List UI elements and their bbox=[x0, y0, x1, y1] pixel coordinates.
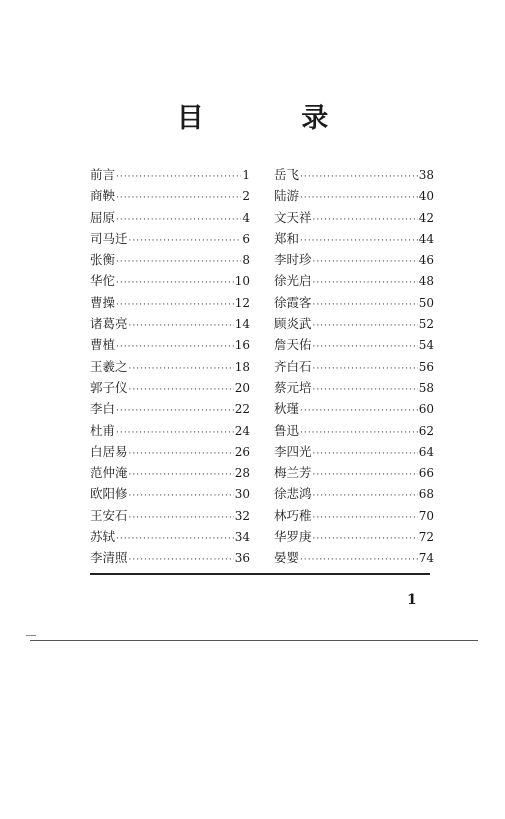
toc-entry-page: 6 bbox=[242, 231, 250, 246]
scan-mark bbox=[26, 635, 36, 636]
toc-entry bbox=[90, 228, 250, 249]
toc-entry-title: 岳飞 bbox=[274, 167, 300, 182]
leader-dots bbox=[129, 444, 234, 465]
toc-entry-title: 王安石 bbox=[90, 507, 128, 523]
toc-entry-page: 62 bbox=[418, 423, 434, 438]
toc-entry-page: 18 bbox=[234, 359, 250, 374]
toc-entry-page: 14 bbox=[234, 317, 250, 332]
toc-entry-title: 齐白石 bbox=[274, 358, 312, 374]
toc-entry-page: 64 bbox=[418, 444, 434, 459]
leader-dots bbox=[313, 486, 418, 507]
leader-dots bbox=[129, 550, 234, 571]
toc-entry bbox=[90, 377, 250, 398]
toc-entry-page: 42 bbox=[418, 210, 434, 225]
toc-entry-title: 郑和 bbox=[274, 230, 300, 246]
leader-dots bbox=[116, 188, 241, 209]
toc-entry bbox=[274, 420, 434, 441]
leader-dots bbox=[313, 337, 418, 358]
toc-entry bbox=[274, 228, 434, 249]
toc-entry-title: 詹天佑 bbox=[274, 337, 312, 353]
toc-entry bbox=[274, 313, 434, 334]
page-number: 1 bbox=[407, 592, 417, 608]
toc-column-right bbox=[274, 164, 434, 569]
toc-entry-title: 华佗 bbox=[90, 273, 116, 289]
leader-dots bbox=[129, 508, 234, 529]
leader-dots bbox=[300, 167, 418, 188]
toc-entry bbox=[90, 398, 250, 419]
toc-entry bbox=[274, 377, 434, 398]
leader-dots bbox=[313, 210, 418, 231]
leader-dots bbox=[116, 295, 234, 316]
toc-entry-title: 屈原 bbox=[90, 209, 116, 225]
toc-entry-page: 44 bbox=[418, 231, 434, 246]
leader-dots bbox=[116, 273, 234, 294]
toc-entry-page: 60 bbox=[418, 402, 434, 417]
toc-entry bbox=[274, 334, 434, 355]
toc-entry bbox=[90, 292, 250, 313]
toc-entry bbox=[274, 207, 434, 228]
leader-dots bbox=[129, 380, 234, 401]
toc-entry-title: 司马迁 bbox=[90, 230, 128, 246]
leader-dots bbox=[116, 167, 241, 188]
toc-entry bbox=[274, 270, 434, 291]
toc-entry-page: 1 bbox=[242, 168, 250, 182]
toc-entry-title: 文天祥 bbox=[274, 209, 312, 225]
toc-entry-title: 李时珍 bbox=[274, 252, 312, 268]
toc-entry bbox=[90, 164, 250, 185]
leader-dots bbox=[129, 316, 234, 337]
toc-entry-title: 秋瑾 bbox=[274, 401, 300, 417]
toc-entry-page: 66 bbox=[418, 466, 434, 481]
toc-entry-title: 徐霞客 bbox=[274, 294, 312, 310]
toc-entry bbox=[274, 185, 434, 206]
toc-entry-title: 前言 bbox=[90, 167, 116, 182]
toc-entry-title: 杜甫 bbox=[90, 422, 116, 438]
toc-entry-page: 10 bbox=[234, 274, 250, 289]
toc-entry-page: 38 bbox=[418, 168, 434, 182]
leader-dots bbox=[300, 401, 418, 422]
toc-entry-page: 20 bbox=[234, 380, 250, 395]
toc-entry-title: 鲁迅 bbox=[274, 422, 300, 438]
toc-entry bbox=[90, 526, 250, 547]
toc-entry-title: 顾炎武 bbox=[274, 316, 312, 332]
toc-entry-title: 梅兰芳 bbox=[274, 465, 312, 481]
toc-entry-page: 26 bbox=[234, 444, 250, 459]
toc-entry-page: 4 bbox=[242, 210, 250, 225]
leader-dots bbox=[116, 337, 234, 358]
toc-entry-page: 8 bbox=[242, 253, 250, 268]
toc-column-left bbox=[90, 164, 250, 569]
leader-dots bbox=[116, 529, 234, 550]
toc-entry bbox=[90, 505, 250, 526]
toc-entry-title: 徐悲鸿 bbox=[274, 486, 312, 502]
toc-entry-title: 陆游 bbox=[274, 188, 300, 204]
toc-entry bbox=[274, 356, 434, 377]
toc-entry bbox=[274, 441, 434, 462]
leader-dots bbox=[129, 465, 234, 486]
toc-entry-page: 28 bbox=[234, 466, 250, 481]
toc-entry-page: 32 bbox=[234, 508, 250, 523]
toc-entry-title: 欧阳修 bbox=[90, 486, 128, 502]
toc-entry bbox=[90, 313, 250, 334]
toc-entry-title: 蔡元培 bbox=[274, 379, 312, 395]
toc-entry-page: 36 bbox=[234, 551, 250, 566]
toc-entry bbox=[274, 398, 434, 419]
toc-entry-page: 74 bbox=[418, 551, 434, 566]
toc-entry-title: 华罗庚 bbox=[274, 529, 312, 545]
toc-entry bbox=[274, 526, 434, 547]
toc-entry-page: 16 bbox=[234, 338, 250, 353]
toc-entry-page: 46 bbox=[418, 253, 434, 268]
toc-entry-title: 郭子仪 bbox=[90, 379, 128, 395]
leader-dots bbox=[313, 359, 418, 380]
toc-entry-title: 诸葛亮 bbox=[90, 316, 128, 332]
leader-dots bbox=[313, 273, 418, 294]
toc-entry-page: 58 bbox=[418, 380, 434, 395]
toc-entry-title: 李四光 bbox=[274, 443, 312, 459]
toc-entry-title: 商鞅 bbox=[90, 188, 116, 204]
toc-entry bbox=[274, 292, 434, 313]
toc-entry-page: 54 bbox=[418, 338, 434, 353]
toc-entry-page: 52 bbox=[418, 317, 434, 332]
leader-dots bbox=[313, 444, 418, 465]
toc-entry-title: 白居易 bbox=[90, 443, 128, 459]
toc-entry bbox=[90, 356, 250, 377]
toc-entry-title: 徐光启 bbox=[274, 273, 312, 289]
leader-dots bbox=[300, 231, 418, 252]
leader-dots bbox=[129, 359, 234, 380]
toc-entry-title: 李白 bbox=[90, 401, 116, 417]
toc-entry bbox=[274, 249, 434, 270]
toc-entry-page: 40 bbox=[418, 189, 434, 204]
toc-entry bbox=[90, 441, 250, 462]
toc-entry-page: 56 bbox=[418, 359, 434, 374]
toc-entry-page: 24 bbox=[234, 423, 250, 438]
leader-dots bbox=[313, 252, 418, 273]
toc-entry-title: 曹操 bbox=[90, 294, 116, 310]
toc-entry-page: 22 bbox=[234, 402, 250, 417]
leader-dots bbox=[116, 210, 241, 231]
toc-entry bbox=[274, 505, 434, 526]
toc-entry bbox=[274, 462, 434, 483]
leader-dots bbox=[313, 529, 418, 550]
toc-entry-title: 李清照 bbox=[90, 550, 128, 566]
toc-entry bbox=[274, 547, 434, 568]
bottom-rule bbox=[90, 573, 430, 575]
toc-entry bbox=[90, 420, 250, 441]
toc-entry-title: 林巧稚 bbox=[274, 507, 312, 523]
leader-dots bbox=[129, 231, 242, 252]
toc-entry-title: 苏轼 bbox=[90, 529, 116, 545]
toc-entry-title: 范仲淹 bbox=[90, 465, 128, 481]
scan-edge-line bbox=[30, 640, 478, 641]
leader-dots bbox=[129, 486, 234, 507]
toc-entry-page: 70 bbox=[418, 508, 434, 523]
toc-entry bbox=[90, 334, 250, 355]
toc-entry bbox=[90, 270, 250, 291]
toc-entry bbox=[90, 547, 250, 568]
leader-dots bbox=[313, 295, 418, 316]
toc-entry-title: 曹植 bbox=[90, 337, 116, 353]
toc-entry bbox=[90, 462, 250, 483]
toc-entry bbox=[274, 164, 434, 185]
page-title: 目 录 bbox=[176, 103, 373, 134]
leader-dots bbox=[300, 423, 418, 444]
leader-dots bbox=[116, 401, 234, 422]
leader-dots bbox=[313, 380, 418, 401]
leader-dots bbox=[116, 423, 234, 444]
toc-entry bbox=[90, 185, 250, 206]
leader-dots bbox=[313, 465, 418, 486]
toc-entry-page: 48 bbox=[418, 274, 434, 289]
leader-dots bbox=[313, 316, 418, 337]
toc-entry bbox=[90, 483, 250, 504]
toc-entry-page: 12 bbox=[234, 295, 250, 310]
toc-entry-title: 晏婴 bbox=[274, 550, 300, 566]
toc-entry-page: 50 bbox=[418, 295, 434, 310]
leader-dots bbox=[116, 252, 241, 273]
leader-dots bbox=[300, 188, 418, 209]
toc-entry bbox=[90, 207, 250, 228]
toc-entry-page: 34 bbox=[234, 530, 250, 545]
leader-dots bbox=[313, 508, 418, 529]
toc-entry-title: 张衡 bbox=[90, 252, 116, 268]
toc-entry-page: 72 bbox=[418, 530, 434, 545]
toc-entry bbox=[90, 249, 250, 270]
leader-dots bbox=[300, 550, 418, 571]
toc-entry bbox=[274, 483, 434, 504]
toc-entry-page: 68 bbox=[418, 487, 434, 502]
toc-entry-page: 2 bbox=[242, 189, 250, 204]
toc-entry-title: 王羲之 bbox=[90, 358, 128, 374]
toc-entry-page: 30 bbox=[234, 487, 250, 502]
